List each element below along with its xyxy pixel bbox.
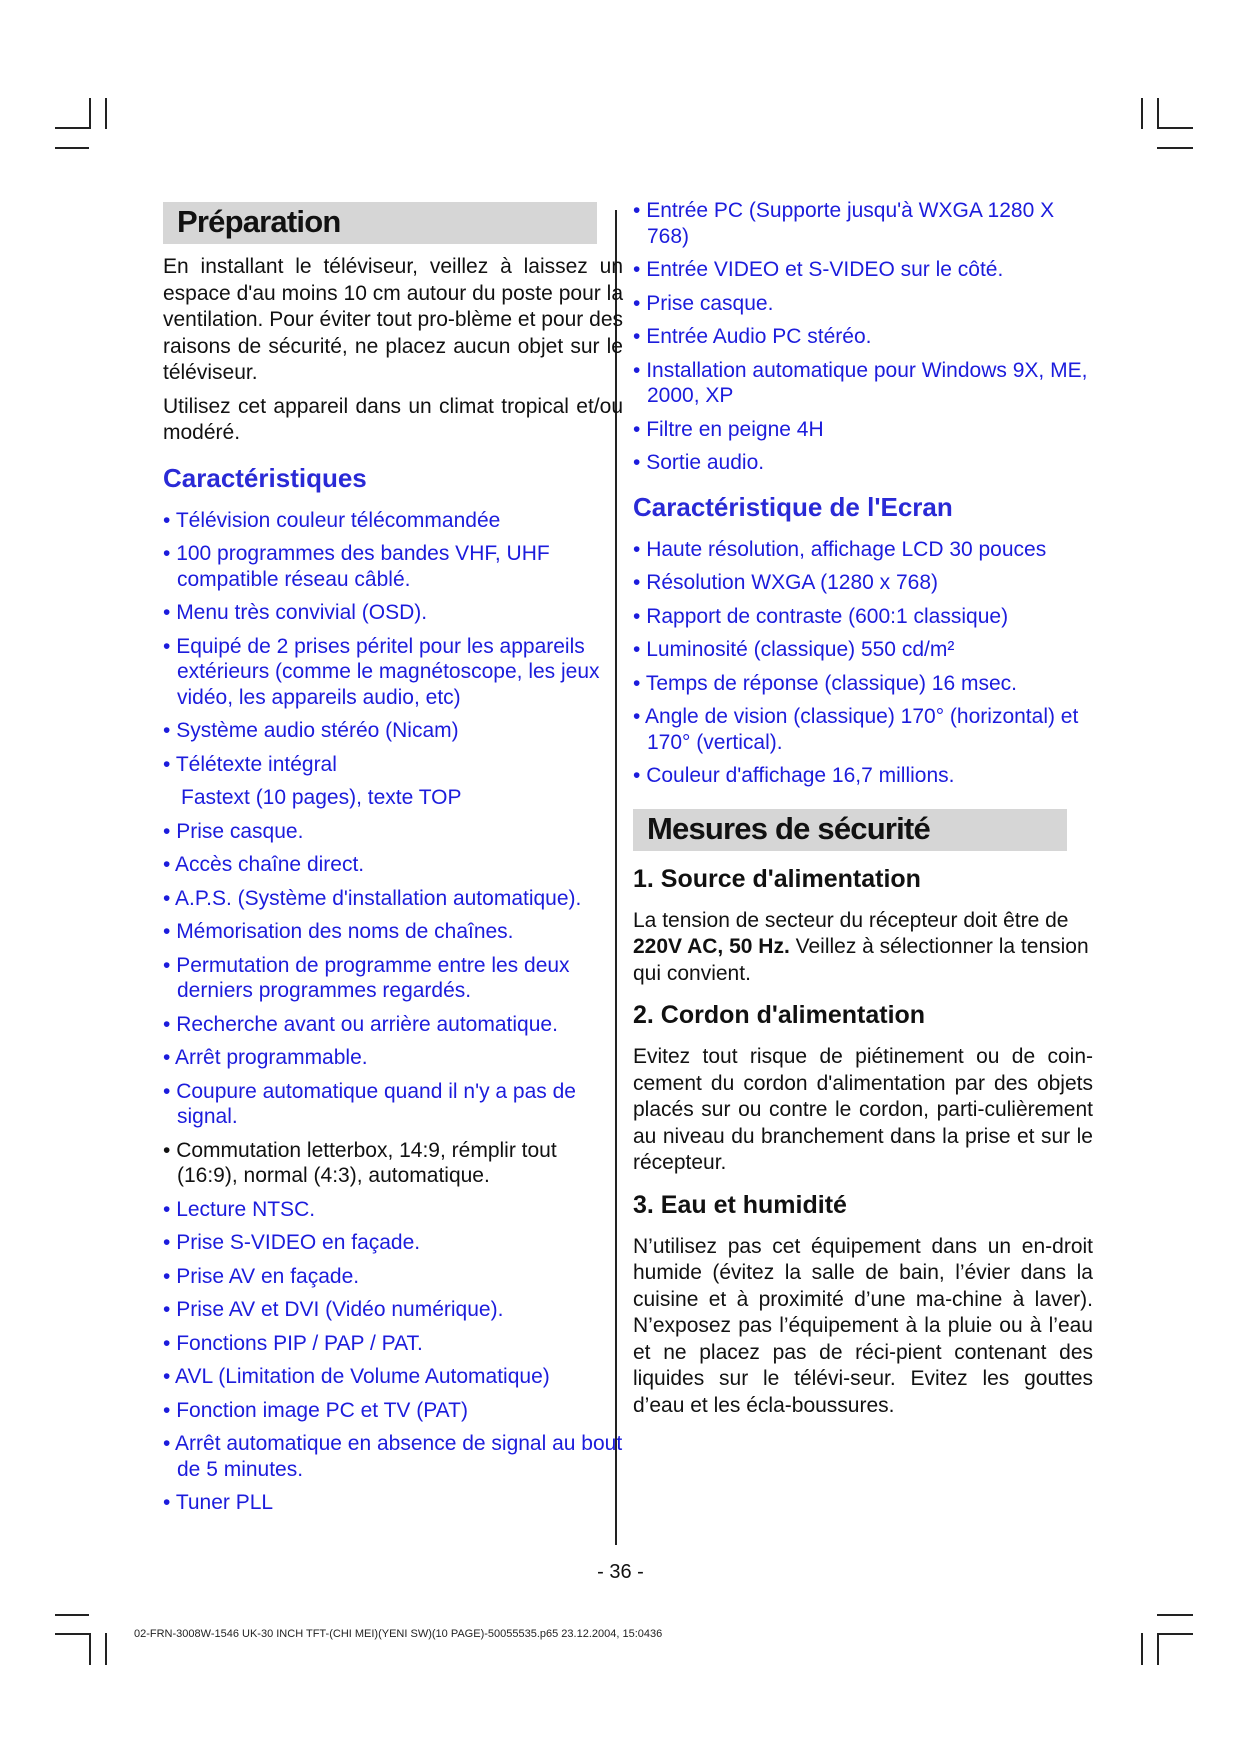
list-item: • Entrée Audio PC stéréo.: [633, 324, 1093, 350]
crop-mark: [55, 1633, 91, 1635]
list-item: • Menu très convivial (OSD).: [163, 600, 623, 626]
list-item: • Angle de vision (classique) 170° (horizontal) et 170° (vertical).: [633, 704, 1093, 755]
crop-mark: [89, 98, 91, 129]
crop-mark: [89, 1633, 91, 1665]
list-item: • Arrêt automatique en absence de signal au bout de 5 minutes.: [163, 1431, 623, 1482]
water-humidity-heading: 3. Eau et humidité: [633, 1190, 847, 1219]
power-cord-paragraph: Evitez tout risque de piétinement ou de coin-cement du cordon d'alimentation par des objets placés sur ou contre le cordon, parti-culièrement au niveau du branchement dans la prise et sur le récepteur.: [633, 1045, 1093, 1174]
list-item: • A.P.S. (Système d'installation automatique).: [163, 886, 623, 912]
crop-mark: [55, 127, 91, 129]
list-item: • Lecture NTSC.: [163, 1197, 623, 1223]
crop-mark: [105, 98, 107, 129]
climate-paragraph: Utilisez cet appareil dans un climat tropical et/ou modéré.: [163, 394, 623, 444]
list-item: • Installation automatique pour Windows 9X, ME, 2000, XP: [633, 358, 1093, 409]
preparation-heading: Préparation: [163, 202, 597, 244]
crop-mark: [1157, 147, 1193, 149]
page-number: - 36 -: [597, 1561, 644, 1583]
list-item: • Equipé de 2 prises péritel pour les appareils extérieurs (comme le magnétoscope, les jeux vidéo, les appareils audio, etc): [163, 634, 623, 711]
list-item: • Résolution WXGA (1280 x 768): [633, 570, 1093, 596]
list-item: • AVL (Limitation de Volume Automatique): [163, 1364, 623, 1390]
list-item: • Sortie audio.: [633, 450, 1093, 476]
screen-features-list: [633, 537, 1093, 789]
power-source-heading: 1. Source d'alimentation: [633, 864, 921, 893]
features-heading: Caractéristiques: [163, 462, 367, 493]
left-column: [163, 202, 623, 1524]
list-item: • Télétexte intégral: [163, 752, 623, 778]
list-item: • Prise AV en façade.: [163, 1264, 623, 1290]
crop-mark: [55, 147, 89, 149]
list-item: • Système audio stéréo (Nicam): [163, 718, 623, 744]
list-item: • Haute résolution, affichage LCD 30 pouces: [633, 537, 1093, 563]
crop-mark: [1157, 1633, 1193, 1635]
list-item: • Prise AV et DVI (Vidéo numérique).: [163, 1297, 623, 1323]
list-item: • Prise S-VIDEO en façade.: [163, 1230, 623, 1256]
crop-mark: [55, 1614, 89, 1616]
power-cord-heading: 2. Cordon d'alimentation: [633, 1001, 926, 1029]
list-item: • Luminosité (classique) 550 cd/m²: [633, 637, 1093, 663]
crop-mark: [1141, 1633, 1143, 1665]
power-source-paragraph: La tension de secteur du récepteur doit être de 220V AC, 50 Hz. Veillez à sélectionner la tension qui convient.: [633, 908, 1089, 985]
features-list-continued: [633, 198, 1093, 476]
list-item: • Télévision couleur télécommandée: [163, 508, 623, 534]
list-item: • Temps de réponse (classique) 16 msec.: [633, 671, 1093, 697]
crop-mark: [1157, 1633, 1159, 1665]
safety-heading: Mesures de sécurité: [633, 809, 1067, 851]
list-item: • Permutation de programme entre les deux derniers programmes regardés.: [163, 953, 623, 1004]
right-column: [633, 198, 1093, 1421]
list-item: • Prise casque.: [163, 819, 623, 845]
list-item: • Commutation letterbox, 14:9, rémplir tout (16:9), normal (4:3), automatique.: [163, 1138, 623, 1189]
list-item: • Filtre en peigne 4H: [633, 417, 1093, 443]
crop-mark: [1157, 127, 1193, 129]
list-item: • Coupure automatique quand il n'y a pas de signal.: [163, 1079, 623, 1130]
print-footer: 02-FRN-3008W-1546 UK-30 INCH TFT-(CHI MEI)(YENI SW)(10 PAGE)-50055535.p65 23.12.2004, 15:0436: [134, 1628, 663, 1640]
screen-features-heading: Caractéristique de l'Ecran: [633, 491, 953, 522]
list-item: • Entrée VIDEO et S-VIDEO sur le côté.: [633, 257, 1093, 283]
features-list: [163, 508, 623, 1516]
list-item: • Recherche avant ou arrière automatique.: [163, 1012, 623, 1038]
list-item: • 100 programmes des bandes VHF, UHF compatible réseau câblé.: [163, 541, 623, 592]
list-item: • Mémorisation des noms de chaînes.: [163, 919, 623, 945]
list-item: • Fonction image PC et TV (PAT): [163, 1398, 623, 1424]
list-item: • Arrêt programmable.: [163, 1045, 623, 1071]
crop-mark: [1157, 1614, 1193, 1616]
list-item: • Accès chaîne direct.: [163, 852, 623, 878]
water-humidity-paragraph: N’utilisez pas cet équipement dans un en-droit humide (évitez la salle de bain, l’évier dans la cuisine et à proximité d’une ma-chine à laver). N’exposez pas l’équipement à la pluie ou à l’eau et ne placez pas de réci-pient contenant des liquides sur le télévi-seur. Evitez les gouttes d’eau et les écla-boussures.: [633, 1234, 1093, 1417]
list-item: • Tuner PLL: [163, 1490, 623, 1516]
preparation-paragraph: En installant le téléviseur, veillez à laissez un espace d'au moins 10 cm autour du poste pour la ventilation. Pour éviter tout pro-blème et pour des raisons de sécurité, ne placez aucun objet sur le téléviseur.: [163, 255, 623, 384]
crop-mark: [1141, 98, 1143, 129]
list-item: • Couleur d'affichage 16,7 millions.: [633, 763, 1093, 789]
list-item: • Prise casque.: [633, 291, 1093, 317]
crop-mark: [1157, 98, 1159, 129]
list-item: • Fonctions PIP / PAP / PAT.: [163, 1331, 623, 1357]
crop-mark: [105, 1633, 107, 1665]
list-item: • Rapport de contraste (600:1 classique): [633, 604, 1093, 630]
list-item: Fastext (10 pages), texte TOP: [181, 786, 462, 809]
list-item: • Entrée PC (Supporte jusqu'à WXGA 1280 X 768): [633, 198, 1093, 249]
